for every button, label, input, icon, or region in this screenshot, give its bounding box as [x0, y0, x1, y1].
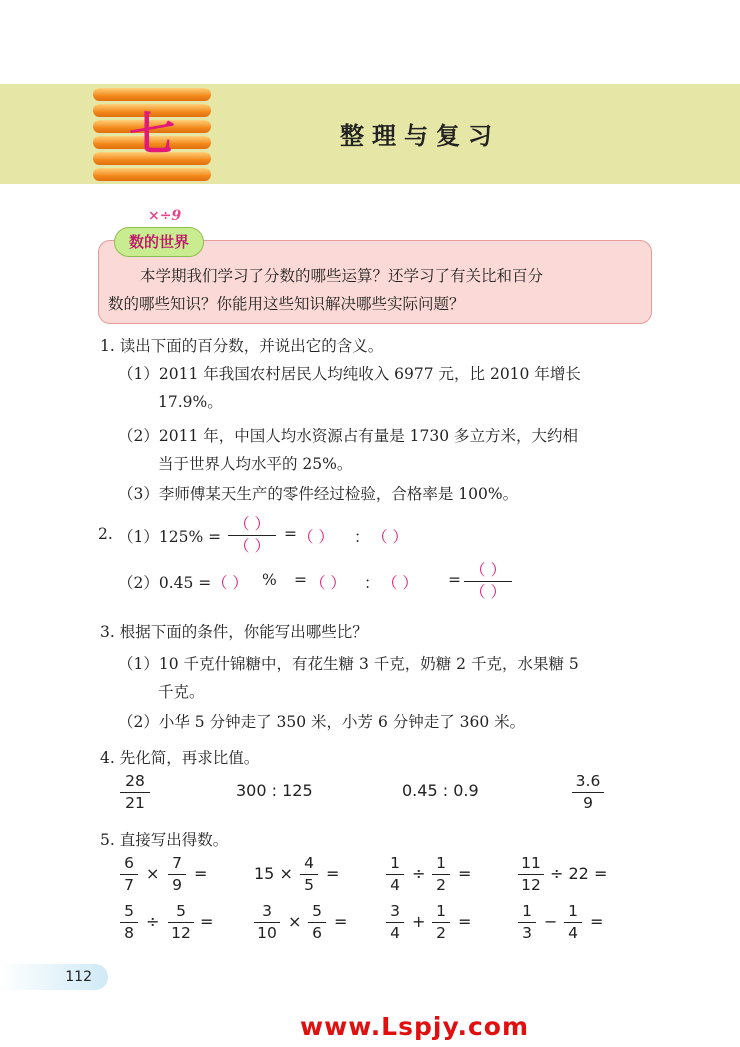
q2-p1-eq: =	[284, 525, 297, 543]
page-number: 112	[0, 964, 108, 990]
q5-r1-frac-c: 4 5	[300, 854, 318, 895]
q4-fraction-1: 28 21	[120, 772, 150, 813]
q4-fraction-4: 3.6 9	[572, 772, 604, 813]
q5-r1-whole-c: 15 ×	[254, 864, 293, 883]
chapter-number: 七	[129, 107, 175, 161]
q1-item-3: （3）李师傅某天生产的零件经过检验，合格率是 100%。	[118, 485, 519, 503]
q5-r2-op-e: +	[412, 912, 426, 931]
q5-r2-op-g: −	[544, 912, 558, 931]
q5-r2-eq-c: =	[334, 912, 348, 931]
q2-p2-blank-den[interactable]: （ ）	[470, 583, 506, 601]
q5-r1-eq-a: =	[194, 864, 208, 883]
watermark: www.Lspjy.com	[300, 1012, 530, 1041]
q5-r2-frac-b: 5 12	[168, 902, 194, 943]
q5-r2-frac-c: 3 10	[254, 902, 280, 943]
q5-r1-tail-g: ÷ 22 =	[550, 864, 608, 883]
q5-r1-op-e: ÷	[412, 864, 426, 883]
q4-stem: 4. 先化简，再求比值。	[100, 749, 260, 767]
q5-r1-eq-e: =	[458, 864, 472, 883]
q5-r1-frac-a: 6 7	[120, 854, 138, 895]
q5-r2-frac-h: 1 4	[564, 902, 582, 943]
q5-r2-frac-d: 5 6	[308, 902, 326, 943]
q2-p2-eq2: =	[448, 571, 461, 589]
q2-p2-eq1: =	[294, 571, 307, 589]
chapter-title: 整理与复习	[340, 122, 500, 150]
q5-r2-frac-g: 1 3	[518, 902, 536, 943]
q5-r2-frac-a: 5 8	[120, 902, 138, 943]
q5-r1-frac-f: 1 2	[432, 854, 450, 895]
q5-r2-eq-g: =	[590, 912, 604, 931]
q2-p1-blank-num[interactable]: （ ）	[234, 515, 270, 533]
q5-r1-eq-c: =	[326, 864, 340, 883]
intro-line-2: 数的哪些知识？你能用这些知识解决哪些实际问题？	[108, 295, 465, 313]
q3-item-1-cont: 千克。	[158, 683, 205, 701]
q4-ratio-2: 300 : 125	[236, 781, 313, 800]
q3-item-2: （2）小华 5 分钟走了 350 米，小芳 6 分钟走了 360 米。	[118, 713, 526, 731]
q2-p1-blank-b[interactable]: （ ）	[372, 528, 408, 546]
intro-text	[108, 262, 642, 318]
q2-p2-colon: ：	[364, 574, 380, 592]
q5-r2-op-c: ×	[288, 912, 302, 931]
q5-r2-op-a: ÷	[146, 912, 160, 931]
q2-label: 2.	[98, 525, 113, 543]
q1-item-1: （1）2011 年我国农村居民人均纯收入 6977 元，比 2010 年增长	[118, 365, 581, 383]
q2-part2-left: （2）0.45 =	[118, 574, 212, 592]
q1-item-2-cont: 当于世界人均水平的 25%。	[158, 455, 353, 473]
q2-p2-blank-b[interactable]: （ ）	[310, 574, 346, 592]
q2-p2-blank-c[interactable]: （ ）	[382, 574, 418, 592]
q1-stem: 1. 读出下面的百分数，并说出它的含义。	[100, 337, 384, 355]
section-tag: 数的世界	[114, 227, 204, 257]
q1-item-1-cont: 17.9%。	[158, 393, 223, 411]
q2-p2-blank-num[interactable]: （ ）	[470, 561, 506, 579]
q5-r1-frac-b: 7 9	[168, 854, 186, 895]
q2-part1-fraction	[228, 515, 276, 556]
q5-r1-op-a: ×	[146, 864, 160, 883]
q4-ratio-3: 0.45 : 0.9	[402, 781, 479, 800]
tag-decoration-icon: ×÷9	[148, 208, 182, 224]
q3-item-1: （1）10 千克什锦糖中，有花生糖 3 千克，奶糖 2 千克，水果糖 5	[118, 655, 579, 673]
q5-r2-frac-f: 1 2	[432, 902, 450, 943]
q2-part2-fraction	[464, 561, 512, 602]
intro-line-1: 本学期我们学习了分数的哪些运算？还学习了有关比和百分	[140, 267, 544, 285]
q1-item-2: （2）2011 年，中国人均水资源占有量是 1730 多立方米，大约相	[118, 427, 579, 445]
q3-stem: 3. 根据下面的条件，你能写出哪些比？	[100, 623, 368, 641]
q2-p1-colon: ：	[354, 528, 370, 546]
q2-part1-left: （1）125% =	[118, 528, 222, 546]
q2-p1-blank-a[interactable]: （ ）	[298, 528, 334, 546]
q5-stem: 5. 直接写出得数。	[100, 831, 229, 849]
q2-p2-percent: %	[262, 571, 277, 589]
q5-r2-eq-e: =	[458, 912, 472, 931]
q5-r2-eq-a: =	[200, 912, 214, 931]
q5-r1-frac-g: 11 12	[518, 854, 544, 895]
q5-r2-frac-e: 3 4	[386, 902, 404, 943]
q2-p2-blank-a[interactable]: （ ）	[212, 574, 248, 592]
q2-p1-blank-den[interactable]: （ ）	[234, 537, 270, 555]
q5-r1-frac-e: 1 4	[386, 854, 404, 895]
